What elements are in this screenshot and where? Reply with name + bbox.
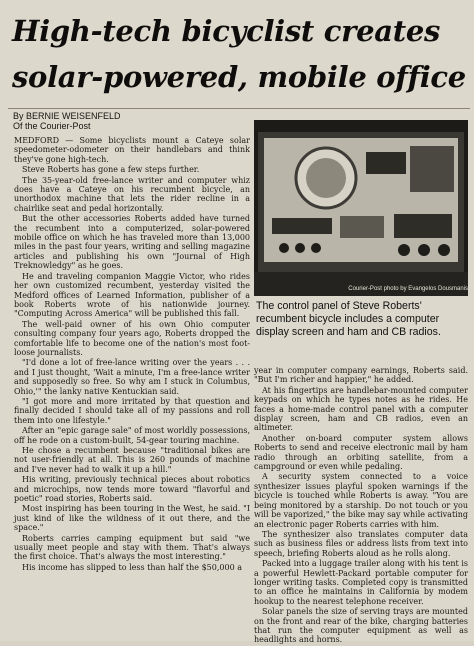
- paragraph: He and traveling companion Maggie Victor, who rides her own customized recumbent, yesterday visited the Medford offices of Learned Information, publisher of a book Roberts wrote of his nationwide journey. "Computing Across America" will be published this fall.: [14, 271, 250, 319]
- paragraph: He chose a recumbent because "traditional bikes are not user-friendly at all. This is 260 pounds of machine and I've never had to walk it up a hill.": [14, 446, 250, 474]
- photo-caption: The control panel of Steve Roberts' recumbent bicycle includes a computer display screen and ham and CB radios.: [256, 300, 441, 338]
- paragraph: Solar panels the size of serving trays are mounted on the front and rear of the bike, charging batteries that run the computer equipment as well as headlights and horns.: [254, 607, 468, 645]
- paragraph: Packed into a luggage trailer along with his tent is a powerful Hewlett-Packard portable computer for longer writing tasks. Completed copy is transmitted to an office he maintains in California by modem hookup to the nearest telephone receiver.: [254, 559, 468, 606]
- paragraph: But the other accessories Roberts added have turned the recumbent into a computerized, solar-powered mobile office on which he has traveled more than 13,000 miles in the past four years, writing and selling magazine articles and publishing his own "Journal of High Treknowledgy" as he goes.: [14, 214, 250, 271]
- headline: High-tech bicyclist creates solar-powered, mobile office: [12, 14, 466, 94]
- paragraph: At his fingertips are handlebar-mounted computer keypads on which he types notes as he rides. He faces a home-made control panel with a computer display screen, ham and CB radios, even an altimeter.: [254, 385, 468, 433]
- paragraph: After an "epic garage sale" of most worldly possessions, off he rode on a custom-built, 54-gear touring machine.: [14, 426, 250, 445]
- paragraph: "I got more and more irritated by that question and finally decided I should take all of my passions and roll them into one lifestyle.": [14, 396, 250, 425]
- paragraph: The synthesizer also translates computer data such as business files or address lists from text into speech, briefing Roberts aloud as he rolls along.: [254, 529, 468, 558]
- control-panel-photo: [254, 120, 468, 296]
- paragraph: Steve Roberts has gone a few steps further.: [22, 165, 200, 175]
- paragraph: His income has slipped to less than half the $50,000 a: [22, 562, 242, 572]
- paragraph: His writing, previously technical pieces about robotics and microchips, now tends more toward "flavorful and poetic" road stories, Roberts said.: [14, 475, 250, 504]
- byline-affiliation: Of the Courier-Post: [13, 121, 91, 131]
- headline-rule: [8, 108, 470, 109]
- photo-credit: Courier-Post photo by Evangelos Dousmanis: [348, 286, 468, 292]
- paragraph: The well-paid owner of his own Ohio computer consulting company four years ago, Roberts dropped the comfortable life to become one of the nation's most foot-loose journalists.: [14, 319, 250, 357]
- paragraph: "I'd done a lot of free-lance writing over the years . . . and I just thought, 'Wait a minute, I'm a free-lance writer and supposedly so free. So why am I stuck in Columbus, Ohio,'" the lanky native Kentuckian said.: [14, 358, 250, 396]
- paragraph: Roberts carries camping equipment but said "we usually meet people and stay with them. That's always the first choice. That's always the most interesting.": [14, 533, 250, 562]
- paragraph: year in computer company earnings, Roberts said. "But I'm richer and happier," he added.: [254, 366, 468, 385]
- paragraph: The 35-year-old free-lance writer and computer whiz does have a Cateye on his recumbent bicycle, an unorthodox machine that lets the rider recline in a chairlike seat and pedal horizontally.: [14, 175, 250, 213]
- paragraph: MEDFORD — Some bicyclists mount a Cateye solar speedometer-odometer on their handlebars and think they've gone high-tech.: [14, 136, 250, 164]
- paragraph: A security system connected to a voice synthesizer issues playful spoken warnings if the bicycle is touched while Roberts is away. "You are being monitored by a starship. Do not touch or you will be vaporized," the bike may say while activating an electronic pager Roberts carries with him.: [254, 472, 468, 529]
- paragraph: Another on-board computer system allows Roberts to send and receive electronic mail by ham radio through an orbiting satellite, from a campground or even while pedaling.: [254, 433, 468, 472]
- byline: [13, 111, 243, 131]
- byline-author: By BERNIE WEISENFELD: [13, 111, 121, 121]
- article-column-2: [254, 366, 468, 646]
- article-column-1: [14, 136, 250, 573]
- paragraph: Most inspiring has been touring in the West, he said. "I just kind of like the wildness of it out there, and the space.": [14, 504, 250, 533]
